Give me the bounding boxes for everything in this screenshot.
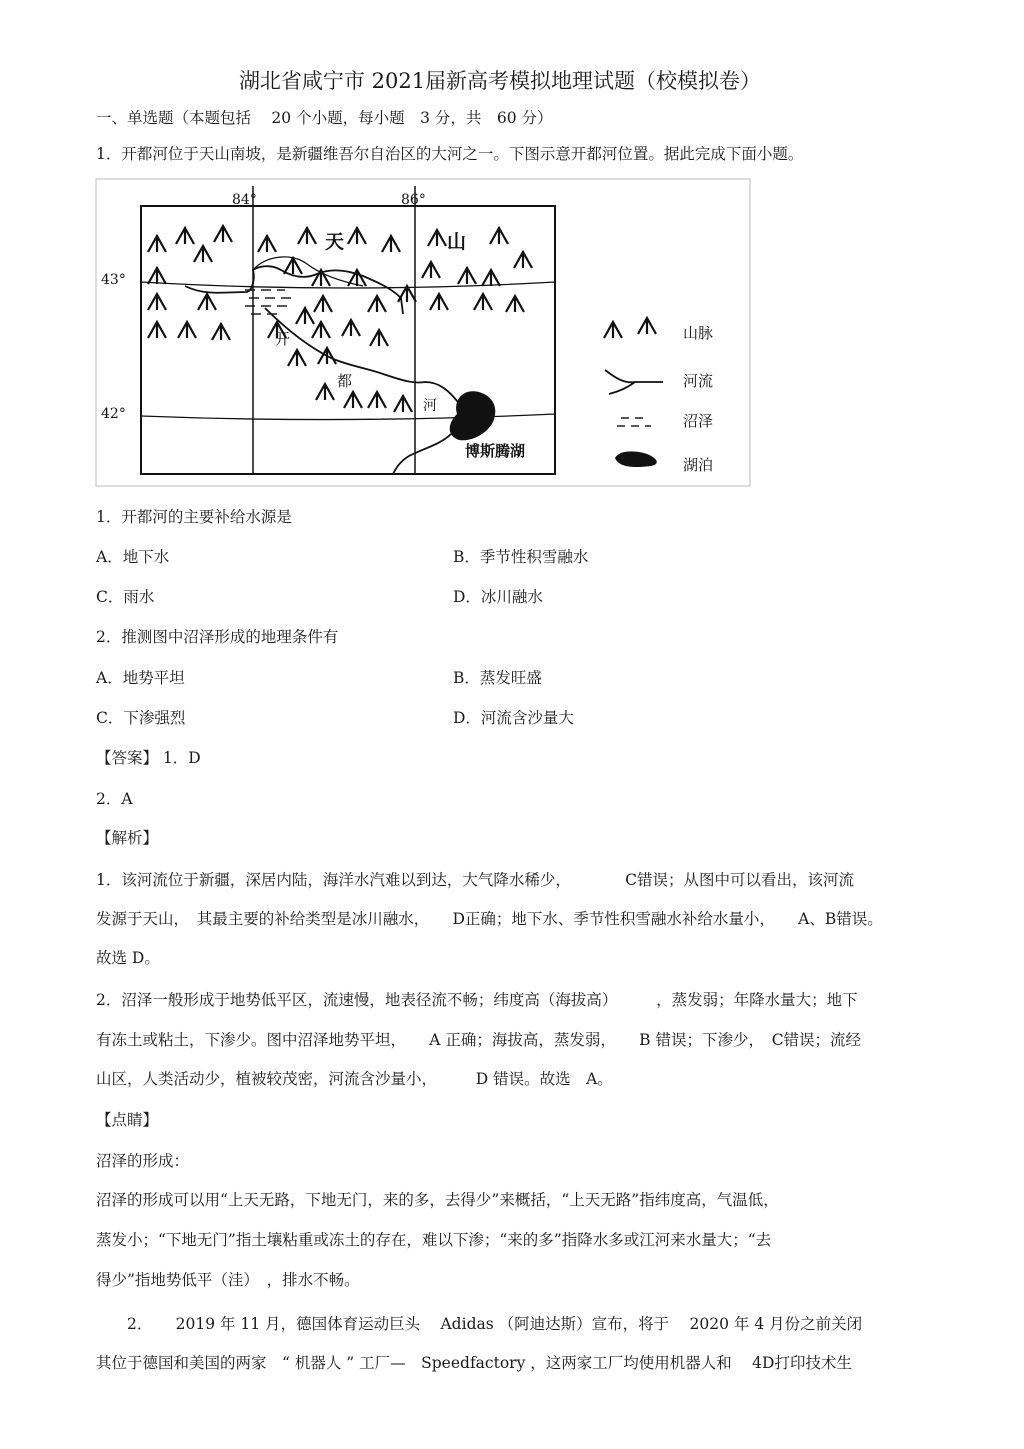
label-kai: 开 [275,330,291,348]
sub2-option-c: C．下渗强烈 [96,709,186,727]
sub1-option-a: A．地下水 [96,548,170,566]
sub2-option-d: D．河流含沙量大 [453,709,574,727]
label-he: 河 [423,398,437,414]
analysis-2-line: 山区，人类活动少，植被较茂密，河流含沙量小， D 错误。故选 A。 [96,1070,613,1088]
tip-line: 沼泽的形成可以用“上天无路，下地无门，来的多，去得少”来概括，“上天无路”指纬度高，气温低， [96,1191,779,1209]
lat-label-43: 43° [101,272,126,288]
sub2-option-a: A．地势平坦 [96,669,185,687]
sub-question-2-stem: 2．推测图中沼泽形成的地理条件有 [96,628,339,646]
sub1-option-b: B．季节性积雪融水 [453,548,589,566]
sub-question-1-stem: 1．开都河的主要补给水源是 [96,508,292,526]
legend-mountain-label: 山脉 [683,324,714,342]
label-tian: 天 [325,231,345,253]
legend-lake-label: 湖泊 [683,456,714,474]
question-2-line: 其位于德国和美国的两家 “ 机器人 ” 工厂— Speedfactory ，这两家工厂均使用机器人和 4D打印技术生 [96,1354,852,1372]
answer-line-1: 【答案】 1．D [96,749,201,767]
legend-river-label: 河流 [683,372,714,390]
lon-label-84: 84° [232,192,257,208]
answer-line-2: 2．A [96,790,133,808]
label-bosten-lake: 博斯腾湖 [465,442,526,460]
sub1-option-c: C．雨水 [96,588,155,606]
page-title: 湖北省咸宁市 2021届新高考模拟地理试题（校模拟卷） [238,69,762,93]
kaidu-river-map [95,178,751,487]
analysis-label: 【解析】 [96,829,159,847]
analysis-2-line: 2．沼泽一般形成于地势低平区，流速慢，地表径流不畅；纬度高（海拔高） ，蒸发弱；年降水量大；地下 [96,991,858,1009]
analysis-1-line: 发源于天山， 其最主要的补给类型是冰川融水， D正确；地下水、季节性积雪融水补给水量小， A、B错误。 [96,910,883,928]
section-heading: 一、单选题（本题包括 20 个小题，每小题 3 分，共 60 分） [96,109,553,127]
tip-label: 【点睛】 [96,1111,159,1129]
analysis-1-line: 故选 D。 [96,949,160,967]
question-1-stem: 1．开都河位于天山南坡，是新疆维吾尔自治区的大河之一。下图示意开都河位置。据此完成下面小题。 [96,145,804,163]
tip-line: 得少”指地势低平（洼） ，排水不畅。 [96,1271,360,1289]
lon-label-86: 86° [401,192,426,208]
tip-line: 蒸发小；“下地无门”指土壤粘重或冻土的存在，难以下渗；“来的多”指降水多或江河来水量大；“去 [96,1231,772,1249]
legend-swamp-label: 沼泽 [683,412,714,430]
label-du: 都 [337,372,353,390]
label-shan: 山 [447,231,467,253]
tip-title: 沼泽的形成： [96,1152,190,1170]
analysis-1-line: 1．该河流位于新疆，深居内陆，海洋水汽难以到达，大气降水稀少， C错误；从图中可以看出，该河流 [96,871,854,889]
question-2-line: 2． 2019 年 11 月，德国体育运动巨头 Adidas （阿迪达斯）宣布，将于 2020 年 4 月份之前关闭 [96,1315,863,1333]
sub1-option-d: D．冰川融水 [453,588,543,606]
analysis-2-line: 有冻土或粘土，下渗少。图中沼泽地势平坦， A 正确；海拔高，蒸发弱， B 错误；下渗少， C错误；流经 [96,1031,862,1049]
sub2-option-b: B．蒸发旺盛 [453,669,542,687]
lat-label-42: 42° [101,406,126,422]
